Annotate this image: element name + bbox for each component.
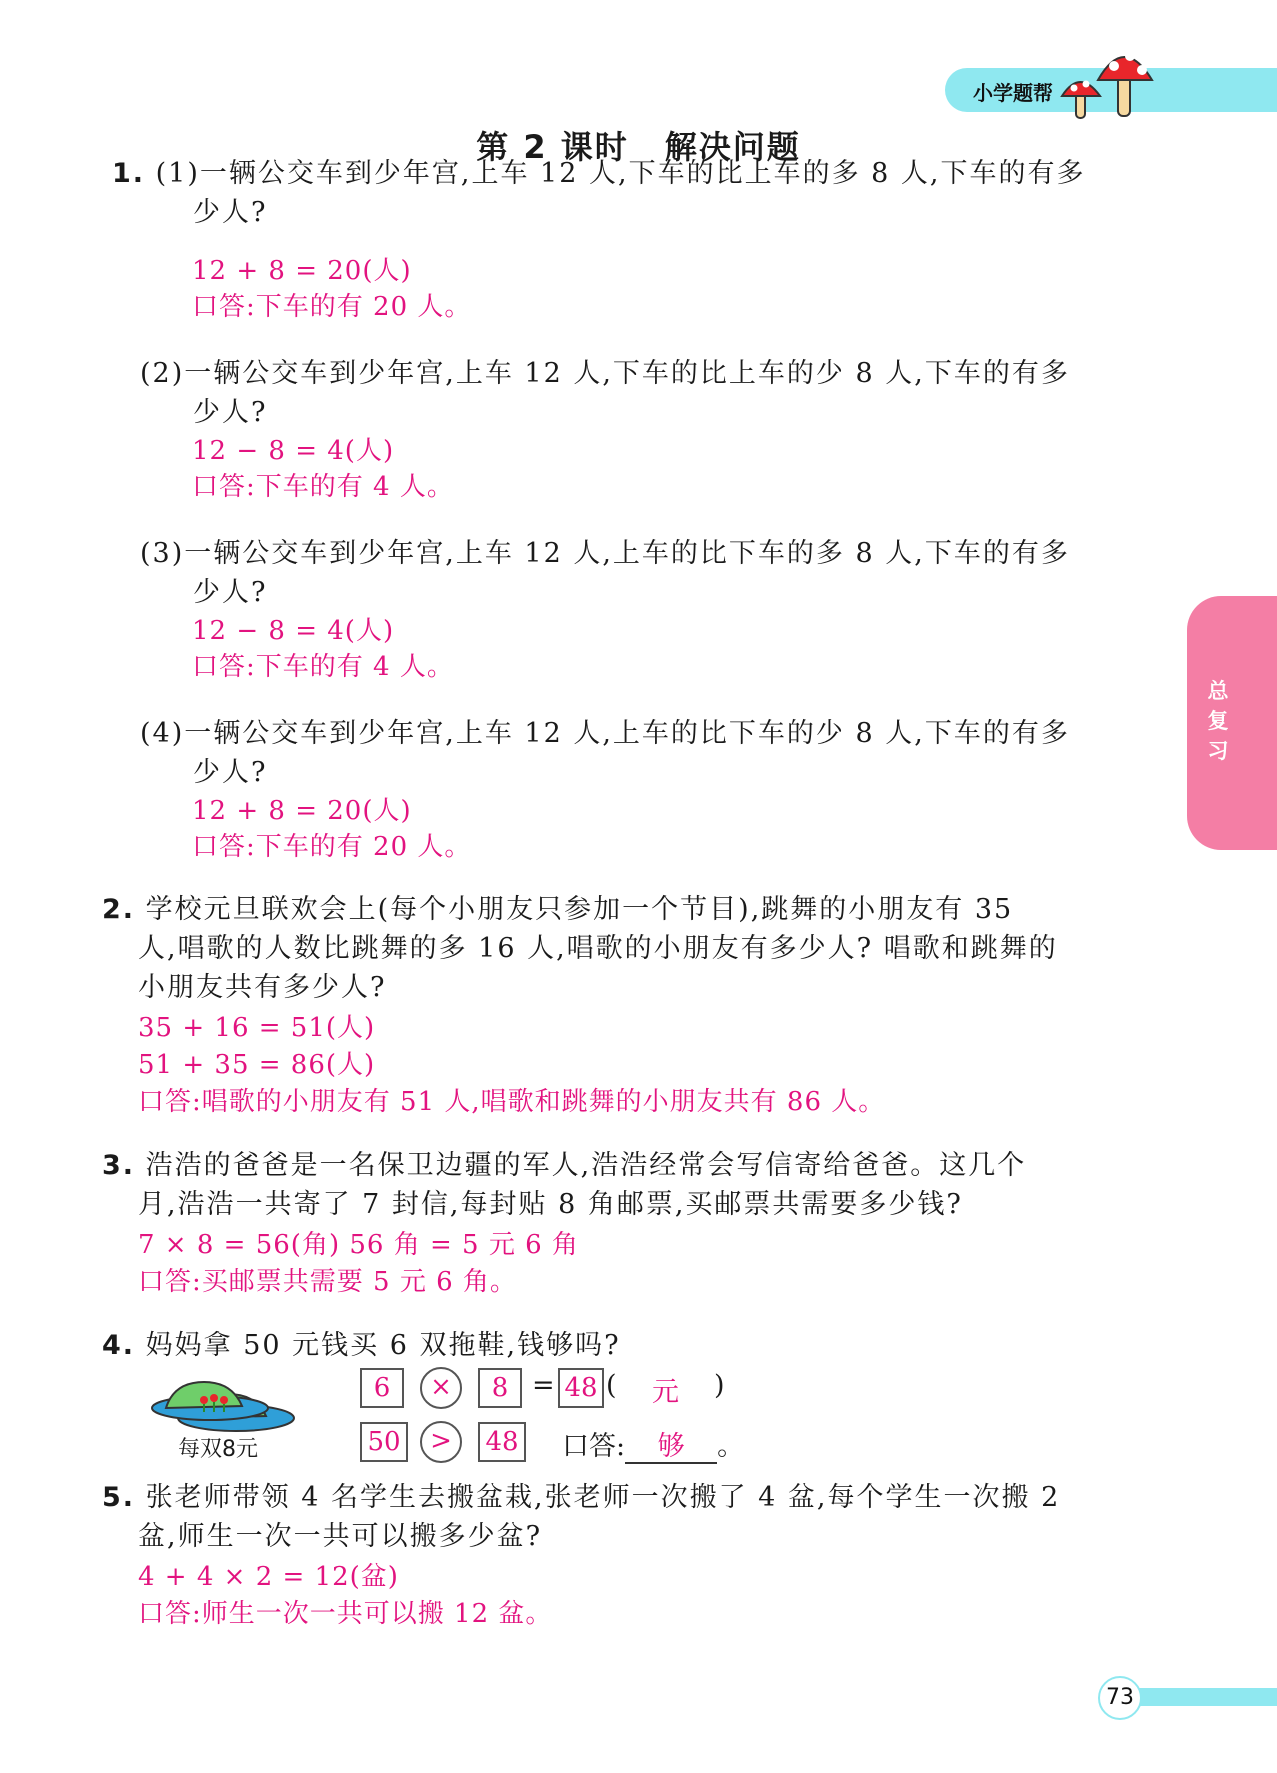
q1-2-answer-eq: 12 − 8 = 4(人) bbox=[192, 436, 395, 466]
q3-answer: 口答:买邮票共需要 5 元 6 角。 bbox=[138, 1267, 517, 1297]
q4-answer-period: 。 bbox=[717, 1431, 745, 1462]
q4-unit-close: ) bbox=[714, 1370, 725, 1401]
q3-text-1: 浩浩的爸爸是一名保卫边疆的军人,浩浩经常会写信寄给爸爸。这几个 bbox=[145, 1150, 1027, 1181]
q1-1-text-2: 少人? bbox=[193, 197, 268, 228]
q5-answer-eq: 4 + 4 × 2 = 12(盆) bbox=[138, 1562, 399, 1592]
mushroom-icon bbox=[1060, 42, 1160, 122]
q3-answer-eq: 7 × 8 = 56(角) 56 角 = 5 元 6 角 bbox=[138, 1230, 579, 1260]
q4-number: 4. bbox=[102, 1330, 136, 1361]
q1-line1 bbox=[112, 154, 1086, 193]
side-tab-char-2: 复 bbox=[1207, 709, 1229, 733]
q5-text-1: 张老师带领 4 名学生去搬盆栽,张老师一次搬了 4 盆,每个学生一次搬 2 bbox=[145, 1482, 1061, 1513]
q3-line1 bbox=[102, 1146, 1026, 1185]
q4-line1 bbox=[102, 1326, 621, 1365]
q4-answer-label: 口答: bbox=[562, 1431, 626, 1462]
q1-3-answer: 口答:下车的有 4 人。 bbox=[192, 652, 454, 682]
q4-op1: × bbox=[420, 1367, 462, 1409]
q1-4-answer-eq: 12 + 8 = 20(人) bbox=[192, 796, 412, 826]
q1-3-text: 一辆公交车到少年宫,上车 12 人,上车的比下车的多 8 人,下车的有多 bbox=[184, 538, 1070, 569]
q1-1-label: (1) bbox=[155, 158, 200, 189]
q4-text-1: 妈妈拿 50 元钱买 6 双拖鞋,钱够吗? bbox=[145, 1330, 621, 1361]
q1-4-label: (4) bbox=[140, 718, 185, 749]
q1-2-line1 bbox=[140, 354, 1070, 393]
q3-text-2: 月,浩浩一共寄了 7 封信,每封贴 8 角邮票,买邮票共需要多少钱? bbox=[138, 1189, 963, 1220]
slipper-caption: 每双8元 bbox=[178, 1437, 258, 1462]
q3-number: 3. bbox=[102, 1150, 136, 1181]
side-tab-char-3: 习 bbox=[1207, 739, 1229, 763]
slippers-icon bbox=[148, 1372, 298, 1434]
q4-answer-row bbox=[562, 1424, 744, 1464]
q1-4-answer: 口答:下车的有 20 人。 bbox=[192, 832, 472, 862]
q5-text-2: 盆,师生一次一共可以搬多少盆? bbox=[138, 1521, 543, 1552]
q1-4-text: 一辆公交车到少年宫,上车 12 人,上车的比下车的少 8 人,下车的有多 bbox=[184, 718, 1070, 749]
q1-3-line1 bbox=[140, 534, 1070, 573]
q4-box-a2: 50 bbox=[360, 1422, 408, 1462]
q1-2-label: (2) bbox=[140, 358, 185, 389]
lesson-label: 第 2 课时 bbox=[476, 128, 629, 166]
topic-label: 解决问题 bbox=[664, 128, 801, 166]
q4-box-b2: 48 bbox=[478, 1422, 526, 1462]
q1-1-answer-eq: 12 + 8 = 20(人) bbox=[192, 256, 412, 286]
q1-4-text-2: 少人? bbox=[193, 757, 268, 788]
q4-op2: > bbox=[420, 1421, 462, 1463]
q4-unit-open: ( bbox=[606, 1370, 617, 1401]
q1-number: 1. bbox=[112, 158, 146, 189]
q4-box-a1: 6 bbox=[360, 1368, 404, 1408]
q2-number: 2. bbox=[102, 894, 136, 925]
side-tab bbox=[1187, 596, 1277, 850]
q2-text-1: 学校元旦联欢会上(每个小朋友只参加一个节目),跳舞的小朋友有 35 bbox=[145, 894, 1014, 925]
q4-answer: 够 bbox=[625, 1432, 717, 1464]
page-number: 73 bbox=[1098, 1676, 1142, 1720]
q2-answer: 口答:唱歌的小朋友有 51 人,唱歌和跳舞的小朋友共有 86 人。 bbox=[138, 1087, 886, 1117]
q1-3-text-2: 少人? bbox=[193, 577, 268, 608]
q1-3-label: (3) bbox=[140, 538, 185, 569]
q1-2-answer: 口答:下车的有 4 人。 bbox=[192, 472, 454, 502]
q2-answer-eq1: 35 + 16 = 51(人) bbox=[138, 1013, 376, 1043]
q5-number: 5. bbox=[102, 1482, 136, 1513]
q2-line1 bbox=[102, 890, 1013, 929]
side-tab-char-1: 总 bbox=[1207, 679, 1229, 703]
page-number-bar bbox=[1120, 1688, 1277, 1706]
q1-4-line1 bbox=[140, 714, 1070, 753]
q5-answer: 口答:师生一次一共可以搬 12 盆。 bbox=[138, 1599, 553, 1629]
q1-3-answer-eq: 12 − 8 = 4(人) bbox=[192, 616, 395, 646]
q4-box-b1: 8 bbox=[478, 1368, 522, 1408]
q1-2-text: 一辆公交车到少年宫,上车 12 人,下车的比上车的少 8 人,下车的有多 bbox=[184, 358, 1070, 389]
q5-line1 bbox=[102, 1478, 1060, 1517]
q2-text-3: 小朋友共有多少人? bbox=[138, 972, 387, 1003]
q2-text-2: 人,唱歌的人数比跳舞的多 16 人,唱歌的小朋友有多少人? 唱歌和跳舞的 bbox=[138, 933, 1058, 964]
q2-answer-eq2: 51 + 35 = 86(人) bbox=[138, 1050, 376, 1080]
header-label: 小学题帮 bbox=[973, 81, 1053, 105]
q4-equals: = bbox=[532, 1370, 555, 1401]
q4-box-result: 48 bbox=[558, 1368, 604, 1408]
q1-1-answer: 口答:下车的有 20 人。 bbox=[192, 292, 472, 322]
q1-1-text: 一辆公交车到少年宫,上车 12 人,下车的比上车的多 8 人,下车的有多 bbox=[199, 158, 1086, 189]
q4-unit: 元 bbox=[652, 1377, 679, 1408]
q1-2-text-2: 少人? bbox=[193, 397, 268, 428]
